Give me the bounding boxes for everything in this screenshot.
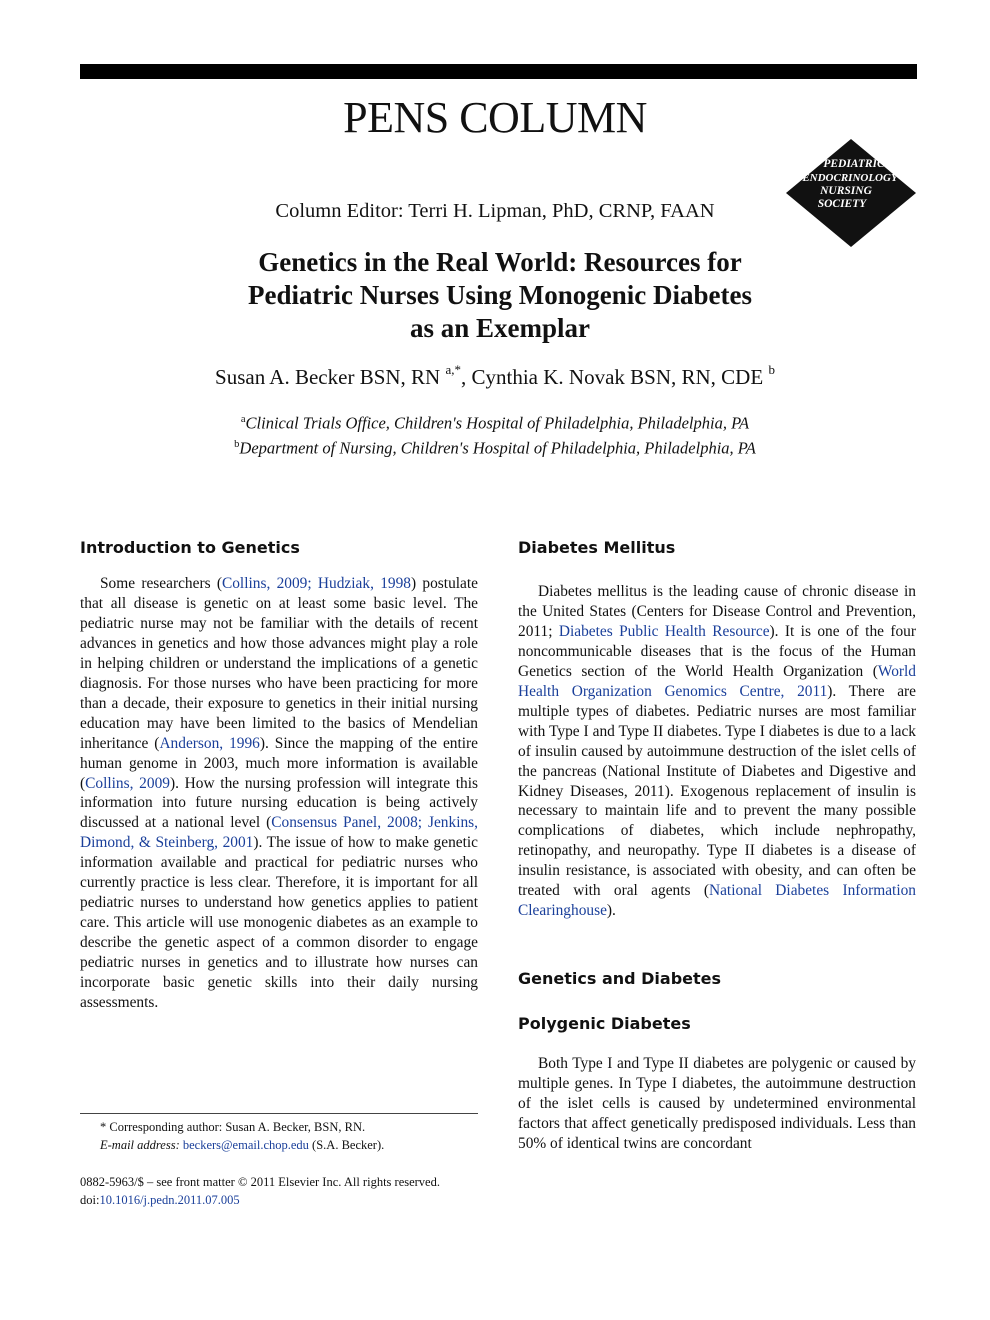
intro-body (80, 574, 478, 1013)
author-affil-mark: b (768, 362, 775, 377)
author-affil-mark: a,* (445, 362, 461, 377)
paragraph-text: ). How the nursing profession will integrate this information into future nursing education is being actively discussed at a national level ( (80, 774, 478, 832)
author-list (0, 364, 990, 390)
citation-link[interactable]: Collins, 2009 (85, 774, 170, 792)
citation-link[interactable]: Anderson, 1996 (159, 734, 260, 752)
citation-link[interactable]: National Diabetes Information Clearinghouse (518, 882, 916, 920)
paragraph-text: ). (606, 902, 616, 920)
logo-text-line: PEDIATRIC (823, 158, 885, 170)
title-line: Genetics in the Real World: Resources for (258, 247, 742, 277)
article-title (150, 246, 850, 345)
section-heading-intro: Introduction to Genetics (80, 538, 300, 557)
doi-label: doi: (80, 1193, 100, 1207)
logo-text-line: ENDOCRINOLOGY (802, 172, 898, 184)
logo-text-line: NURSING (820, 185, 872, 197)
pens-society-logo (784, 137, 918, 249)
paragraph (80, 574, 478, 1013)
copyright-block (80, 1173, 500, 1209)
copyright-line: 0882-5963/$ – see front matter © 2011 Elsevier Inc. All rights reserved. (80, 1175, 440, 1189)
citation-link[interactable]: Collins, 2009; Hudziak, 1998 (221, 575, 411, 592)
diabetes-body (518, 582, 916, 921)
paragraph-text: Diabetes mellitus is the leading cause of chronic disease in the United States (Centers for Disease Control and Prevention, 2011; (518, 583, 916, 640)
paragraph-text: ). The issue of how to make genetic information available and practical for pediatric nurses who currently practice is less clear. Therefore, it is important for all pediatric nurses to understand how genetics applies to patient care. This article will use monogenic diabetes as an example to describe the genetic aspect of a common disorder to engage pediatric nurses in genetics and to illustrate how nurses can incorporate basic genetic skills into their daily nursing assessments. (80, 834, 478, 1012)
citation-link[interactable]: World Health Organization Genomics Centre, 2011 (518, 662, 916, 700)
doi-link[interactable]: 10.1016/j.pedn.2011.07.005 (99, 1193, 240, 1207)
footnote (80, 1118, 478, 1154)
polygenic-body (518, 1054, 916, 1158)
column-editor: Column Editor: Terri H. Lipman, PhD, CRNP, FAAN (275, 200, 715, 222)
header-top-rule (80, 64, 917, 79)
affil-mark: a (240, 414, 246, 425)
column-title: PENS COLUMN (343, 93, 647, 142)
section-heading-genetics-diabetes: Genetics and Diabetes (518, 969, 722, 988)
paragraph-text: ). There are multiple types of diabetes. Pediatric nurses are most familiar with Type I and Type II diabetes. Type I diabetes is due to a lack of insulin caused by autoimmune destruction of the islet cells of the pancreas (National Institute of Diabetes and Digestive and Kidney Diseases, 2011). Exogenous replacement of insulin is necessary to maintain life and to prevent the many possible complications of diabetes, which include nephropathy, retinopathy, and neuropathy. Type II diabetes is a disease of insulin resistance, is associated with obesity, and can often be treated with oral agents ( (518, 682, 916, 900)
affil-mark: b (234, 438, 240, 450)
corresponding-author: * Corresponding author: Susan A. Becker, BSN, RN. (100, 1120, 366, 1134)
title-line: as an Exemplar (409, 313, 590, 343)
section-heading-diabetes: Diabetes Mellitus (518, 538, 676, 557)
doi-line (80, 1191, 500, 1209)
affiliations (0, 409, 990, 458)
author-name: Susan A. Becker BSN, RN (215, 365, 441, 389)
paragraph-text: Some researchers ( (100, 575, 222, 592)
paragraph (518, 1054, 916, 1154)
section-heading-polygenic: Polygenic Diabetes (518, 1014, 691, 1033)
citation-link[interactable]: Diabetes Public Health Resource (558, 622, 770, 640)
footnote-rule (80, 1113, 478, 1114)
affiliation: Clinical Trials Office, Children's Hospital of Philadelphia, Philadelphia, PA (245, 413, 750, 433)
paragraph-text: ). It is one of the four noncommunicable diseases that is the focus of the Human Genetics section of the World Health Organization ( (518, 622, 916, 680)
paragraph-text: ). Since the mapping of the entire human genome in 2003, much more information is available ( (80, 734, 478, 792)
paragraph (518, 582, 916, 921)
citation-link[interactable]: Consensus Panel, 2008; Jenkins, Dimond, & Steinberg, 2001 (80, 814, 479, 852)
email-link[interactable]: beckers@email.chop.edu (182, 1138, 309, 1152)
author-separator: , (461, 365, 472, 389)
paragraph-text: Both Type I and Type II diabetes are polygenic or caused by multiple genes. In Type I diabetes, the autoimmune destruction of the islet cells is caused by undetermined environmental factors that affect genetically predisposed individuals. Less than 50% of identical twins are concordant (518, 1055, 916, 1152)
author-name: Cynthia K. Novak BSN, RN, CDE (471, 365, 764, 389)
paragraph-text: ) postulate that all disease is genetic on at least some basic level. The pediatric nurse may not be familiar with the details of recent advances in genetics and how those advances might play a role in helping children or understand the implications of a genetic diagnosis. For those nurses who have been practicing for more than a decade, their exposure to genetics in their initial nursing education may have been limited to the basics of Mendelian inheritance ( (80, 575, 478, 752)
email-label: E-mail address: (100, 1138, 180, 1152)
title-line: Pediatric Nurses Using Monogenic Diabetes (248, 280, 752, 310)
affiliation: Department of Nursing, Children's Hospital of Philadelphia, Philadelphia, PA (239, 438, 756, 457)
logo-text-line: SOCIETY (817, 198, 867, 210)
email-line (80, 1136, 478, 1154)
email-suffix: (S.A. Becker). (308, 1138, 385, 1152)
